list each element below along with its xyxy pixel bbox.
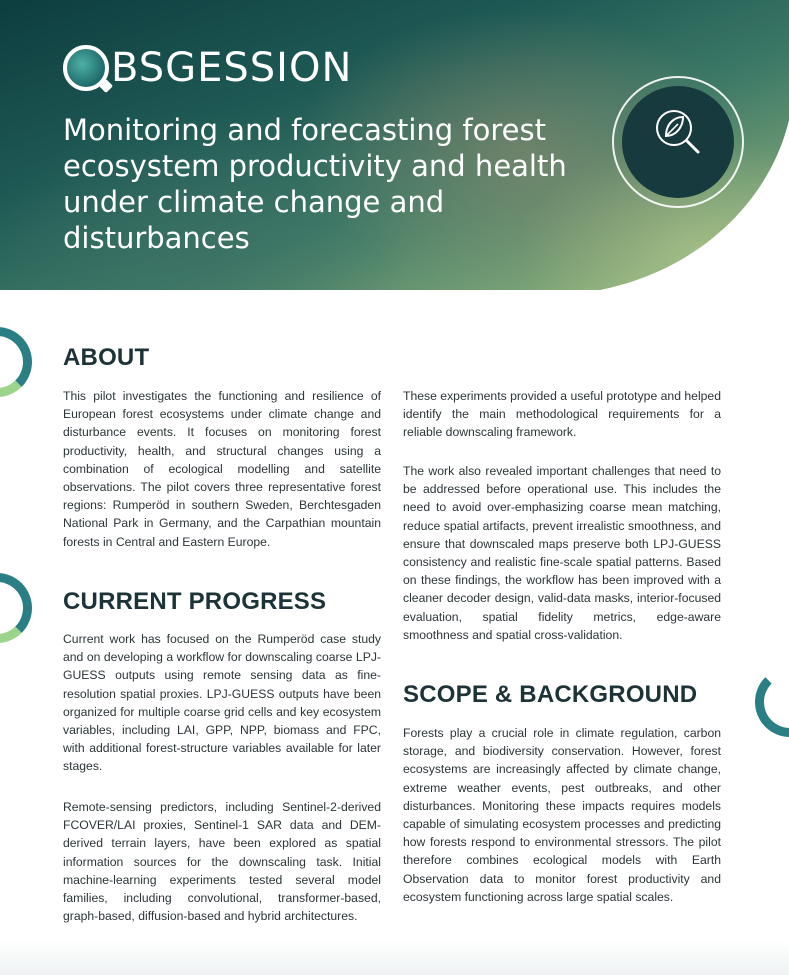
scope-text: Forests play a crucial role in climate regulation, carbon storage, and biodiversity conservation. However, forest ecosystems are increasingly affected by climate change, extreme weather events, pest outbreaks, and other disturbances. Monitoring these impacts requires models capable of simulating ecosystem processes and predicting how forests respond to environmental stressors. The pilot therefore combines ecological models with Earth Observation data to monitor forest productivity and ecosystem functioning across large spatial scales. xyxy=(403,726,721,904)
scope-heading: SCOPE & BACKGROUND xyxy=(403,681,698,708)
about-text: This pilot investigates the functioning and resilience of European forest ecosystems under climate change and disturbance events. It focuses on monitoring forest productivity, health, and structural changes using a combination of ecological modelling and satellite observations. The pilot covers three representative forest regions: Rumperöd in southern Sweden, Berchtesgaden National Park in Germany, and the Carpathian mountain forests in Central and Eastern Europe. xyxy=(63,389,381,549)
decorative-ring-right xyxy=(755,667,789,737)
progress-text-1: Current work has focused on the Rumperöd case study and on developing a workflow for downscaling coarse LPJ-GUESS outputs using remote sensing data as fine-resolution spatial proxies. LPJ-GUESS outputs have been organized for multiple coarse grid cells and key ecosystem variables, including LAI, GPP, NPP, biomass and FPC, with additional forest-structure variables available for later stages. xyxy=(63,632,381,774)
globe-logo-icon xyxy=(63,45,109,91)
decorative-ring-left-top xyxy=(0,327,32,397)
logo-text: BSGESSION xyxy=(111,45,353,91)
page-title: Monitoring and forecasting forest ecosystem productivity and health under climate change and disturbances xyxy=(63,113,567,255)
progress-text-3: These experiments provided a useful prototype and helped identify the main methodological requirements for a reliable downscaling framework. xyxy=(403,389,721,440)
progress-heading: CURRENT PROGRESS xyxy=(63,588,327,615)
footer-fade xyxy=(0,940,789,975)
hero-banner xyxy=(0,0,789,290)
logo xyxy=(63,40,352,96)
decorative-ring-left-bottom xyxy=(0,573,32,643)
badge xyxy=(622,86,734,198)
progress-text-2: Remote-sensing predictors, including Sentinel-2-derived FCOVER/LAI proxies, Sentinel-1 SAR data and DEM-derived terrain layers, have been explored as spatial information sources for the downscaling task. Initial machine-learning experiments tested several model families, including convolutional, transformer-based, graph-based, diffusion-based and hybrid architectures. xyxy=(63,800,381,924)
leaf-magnifier-icon xyxy=(648,102,712,166)
about-heading: ABOUT xyxy=(63,344,150,371)
progress-text-4: The work also revealed important challenges that need to be addressed before operational use. This includes the need to avoid over-emphasizing coarse mean matching, reduce spatial artifacts, prevent irrealistic smoothness, and ensure that downscaled maps preserve both LPJ-GUESS consistency and realistic fine-scale spatial patterns. Based on these findings, the workflow has been improved with a cleaner decoder design, valid-data masks, interior-focused evaluation, spatial fidelity metrics, edge-aware smoothness and spatial cross-validation. xyxy=(403,464,721,642)
